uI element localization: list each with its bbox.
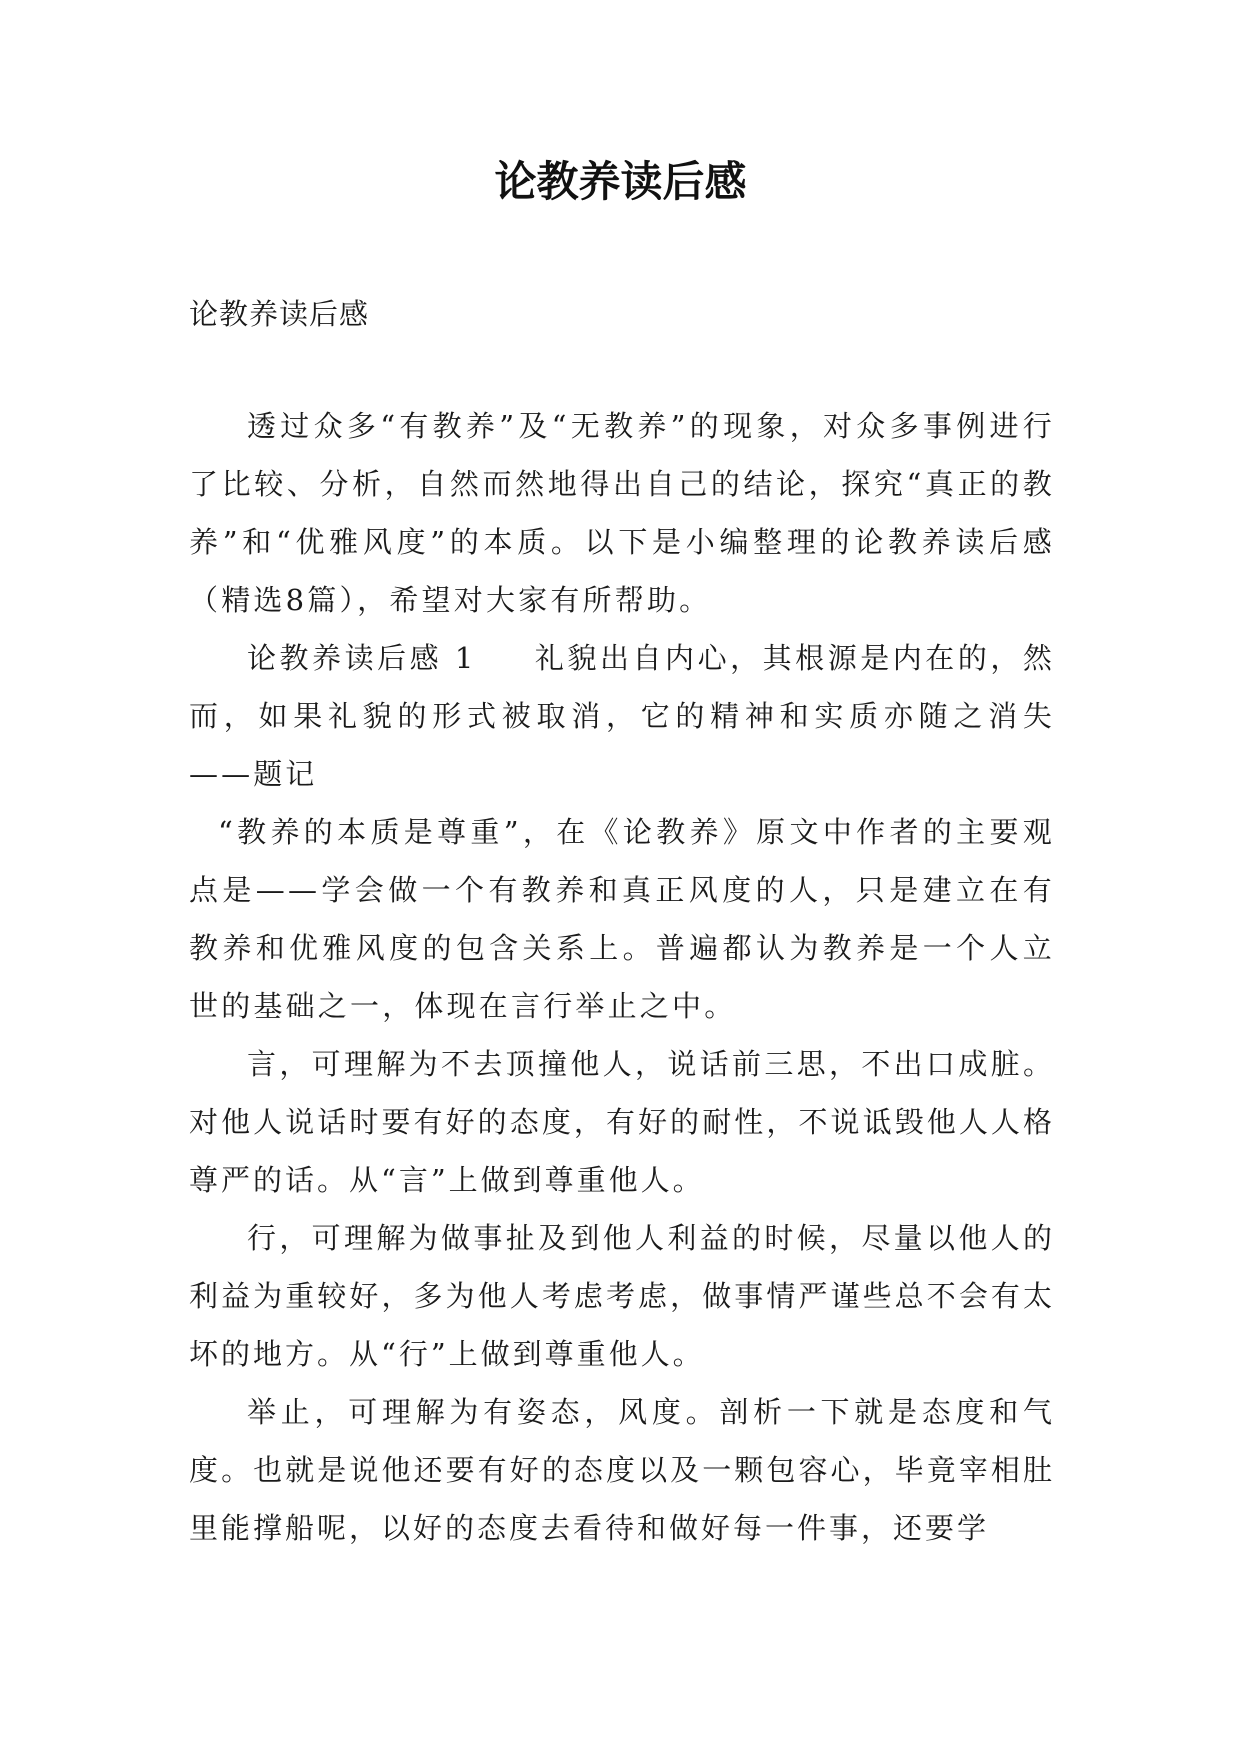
intro-paragraph: 透过众多“有教养”及“无教养”的现象，对众多事例进行了比较、分析，自然而然地得出自己的结论，探究“真正的教养”和“优雅风度”的本质。以下是小编整理的论教养读后感（精选8篇），希望对大家有所帮助。 (189, 409, 1055, 617)
section-1-heading: 论教养读后感 1 (247, 641, 477, 675)
section-1-epigraph: 礼貌出自内心，其根源是内在的，然而，如果礼貌的形式被取消，它的精神和实质亦随之消失——题记 (189, 641, 1055, 791)
body-paragraph: 言，可理解为不去顶撞他人，说话前三思，不出口成脏。对他人说话时要有好的态度，有好的耐性，不说诋毁他人人格尊严的话。从“言”上做到尊重他人。 (189, 1047, 1055, 1197)
section-1-paragraph (189, 629, 1055, 803)
body-paragraph: “教养的本质是尊重”，在《论教养》原文中作者的主要观点是——学会做一个有教养和真正风度的人，只是建立在有教养和优雅风度的包含关系上。普遍都认为教养是一个人立世的基础之一，体现在言行举止之中。 (189, 815, 1055, 1023)
document-title: 论教养读后感 (494, 157, 747, 206)
body-paragraph: 举止，可理解为有姿态，风度。剖析一下就是态度和气度。也就是说他还要有好的态度以及一颗包容心，毕竟宰相肚里能撑船呢，以好的态度去看待和做好每一件事，还要学 (189, 1395, 1055, 1545)
document-body (189, 285, 1055, 1557)
document-subtitle: 论教养读后感 (189, 297, 370, 331)
body-paragraph: 行，可理解为做事扯及到他人利益的时候，尽量以他人的利益为重较好，多为他人考虑考虑，做事情严谨些总不会有太坏的地方。从“行”上做到尊重他人。 (189, 1221, 1055, 1371)
